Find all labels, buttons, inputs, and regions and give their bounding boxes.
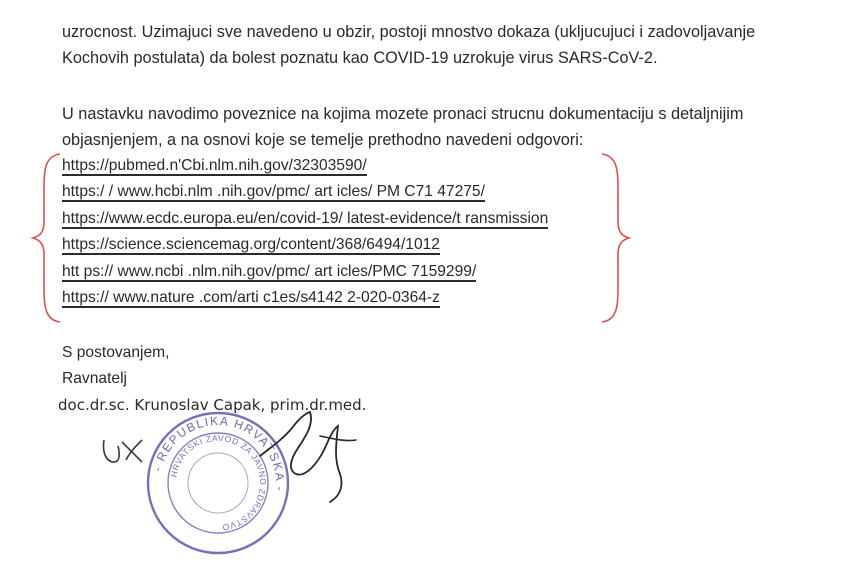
paragraph-links-intro <box>62 101 834 153</box>
reference-link-science[interactable]: https://science.sciencemag.org/content/368/6494/1012 <box>62 236 440 254</box>
paragraph-line: uzrocnost. Uzimajuci sve navedeno u obzir, postoji mnostvo dokaza (ukljucujuci i zadovoljavanje <box>62 23 756 41</box>
handwritten-signature-icon <box>240 400 370 530</box>
paragraph-line: objasnjenjem, a na osnovi koje se temelje prethodno navedeni odgovori: <box>62 131 584 149</box>
svg-text:- REPUBLIKA HRVATSKA -: - REPUBLIKA HRVATSKA - <box>150 413 288 493</box>
reference-link-item <box>62 259 548 285</box>
paragraph-line: Kochovih postulata) da bolest poznatu kao COVID-19 uzrokuje virus SARS-CoV-2. <box>62 49 658 67</box>
reference-link-item <box>62 285 548 311</box>
closing-text: S postovanjem, <box>62 344 170 361</box>
reference-link-item <box>62 232 548 258</box>
reference-link-item <box>62 179 548 205</box>
reference-links-list <box>62 153 548 311</box>
paragraph-line: U nastavku navodimo poveznice na kojima mozete pronaci strucnu dokumentaciju s detaljnijim <box>62 105 744 123</box>
reference-link-ncbi-1[interactable]: https:/ / www.hcbi.nlm .nih.gov/pmc/ art icles/ PM C71 47275/ <box>62 183 485 201</box>
reference-link-item <box>62 153 548 179</box>
reference-link-nature[interactable]: https:// www.nature .com/arti c1es/s4142 2-020-0364-z <box>62 289 440 307</box>
left-brace-annotation <box>30 152 64 324</box>
reference-link-ecdc[interactable]: https://www.ecdc.europa.eu/en/covid-19/ latest-evidence/t ransmission <box>62 209 549 227</box>
signatory-name: doc.dr.sc. Krunoslav Capak, prim.dr.med. <box>58 396 367 414</box>
svg-text:HRVATSKI ZAVOD ZA JAVNO ZDRAVS: HRVATSKI ZAVOD ZA JAVNO ZDRAVSTVO <box>168 432 269 533</box>
reference-link-item <box>62 206 548 232</box>
right-brace-annotation <box>598 152 632 324</box>
reference-link-pubmed[interactable]: https://pubmed.n'Cbi.nlm.nih.gov/32303590/ <box>62 157 367 174</box>
paragraph-conclusion <box>62 19 834 71</box>
reference-link-ncbi-2[interactable]: htt ps:// www.ncbi .nlm.nih.gov/pmc/ art icles/PMC 7159299/ <box>62 262 477 280</box>
role-text: Ravnatelj <box>62 370 128 387</box>
